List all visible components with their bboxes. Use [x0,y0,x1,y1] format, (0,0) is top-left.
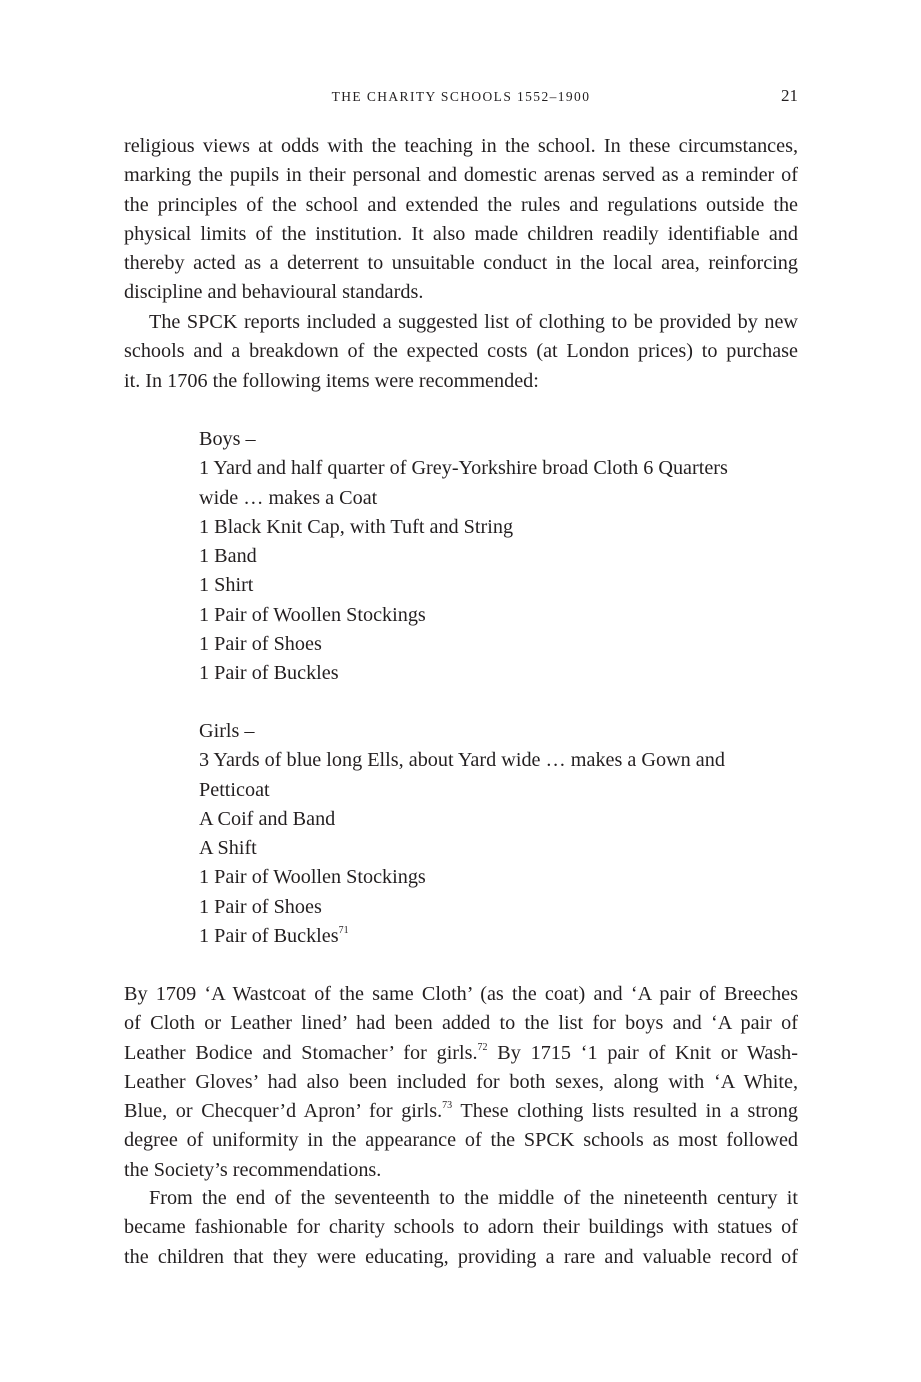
list-heading: Girls – [199,720,255,742]
text-line: From the end of the seventeenth to the middle of the nineteenth century it [149,1187,798,1209]
list-item: wide … makes a Coat [199,486,378,509]
text-line: of Cloth or Leather lined’ had been added to the list for boys and ‘A pair of [124,1012,798,1035]
text-line: thereby acted as a deterrent to unsuitable conduct in the local area, reinforcing [124,252,798,275]
list-item: 1 Pair of Shoes [199,633,322,656]
text-run: Blue, or Checquer’d Apron’ for girls. [124,1100,443,1123]
text-line [124,1097,798,1126]
list-item: 1 Band [199,545,257,568]
girls-clothing-list [199,717,799,951]
text-run: Leather Bodice and Stomacher’ for girls. [124,1041,478,1064]
text-run: By 1715 ‘1 pair of Knit or Wash- [487,1041,798,1064]
list-item-text: 1 Pair of Buckles [199,925,339,948]
footnote-marker: 72 [477,1041,488,1053]
footnote-marker: 73 [442,1100,453,1112]
list-item: 1 Black Knit Cap, with Tuft and String [199,515,514,538]
text-line: Leather Gloves’ had also been included for both sexes, along with ‘A White, [124,1070,798,1093]
list-item: 1 Pair of Shoes [199,895,322,918]
list-item: 3 Yards of blue long Ells, about Yard wide … makes a Gown and [199,749,725,772]
text-line: marking the pupils in their personal and domestic arenas served as a reminder of [124,164,798,187]
list-item: 1 Pair of Woollen Stockings [199,866,426,889]
text-line [124,1039,798,1068]
paragraph-1 [124,132,798,308]
paragraph-2 [124,308,798,396]
text-line: physical limits of the institution. It also made children readily identifiable and [124,222,798,245]
paragraph-4 [124,1184,798,1272]
text-line: degree of uniformity in the appearance of the SPCK schools as most followed [124,1129,798,1152]
paragraph-3 [124,980,798,1185]
list-item: A Shift [199,837,257,860]
text-line: religious views at odds with the teaching in the school. In these circumstances, [124,135,798,157]
list-heading: Boys – [199,428,256,450]
text-line: the children that they were educating, providing a rare and valuable record of [124,1245,798,1268]
text-line: By 1709 ‘A Wastcoat of the same Cloth’ (as the coat) and ‘A pair of Breeches [124,983,798,1005]
text-line: discipline and behavioural standards. [124,281,424,304]
text-line: became fashionable for charity schools to adorn their buildings with statues of [124,1216,798,1239]
list-item: 1 Pair of Buckles [199,662,339,685]
list-item [199,922,799,951]
text-line: the principles of the school and extended the rules and regulations outside the [124,193,798,216]
page-number: 21 [781,86,798,105]
running-head [124,86,798,109]
text-line: the Society’s recommendations. [124,1158,382,1181]
list-item: Petticoat [199,778,270,801]
text-line: schools and a breakdown of the expected costs (at London prices) to purchase [124,340,798,363]
list-item: 1 Pair of Woollen Stockings [199,603,426,626]
footnote-marker: 71 [338,925,349,937]
text-run: These clothing lists resulted in a strong [452,1100,798,1123]
list-item: A Coif and Band [199,807,336,830]
list-item: 1 Shirt [199,574,254,597]
running-title: THE CHARITY SCHOOLS 1552–1900 [331,89,591,104]
text-line: The SPCK reports included a suggested list of clothing to be provided by new [149,311,798,333]
boys-clothing-list [199,425,799,689]
list-item: 1 Yard and half quarter of Grey-Yorkshire broad Cloth 6 Quarters [199,457,728,480]
text-line: it. In 1706 the following items were recommended: [124,369,539,392]
